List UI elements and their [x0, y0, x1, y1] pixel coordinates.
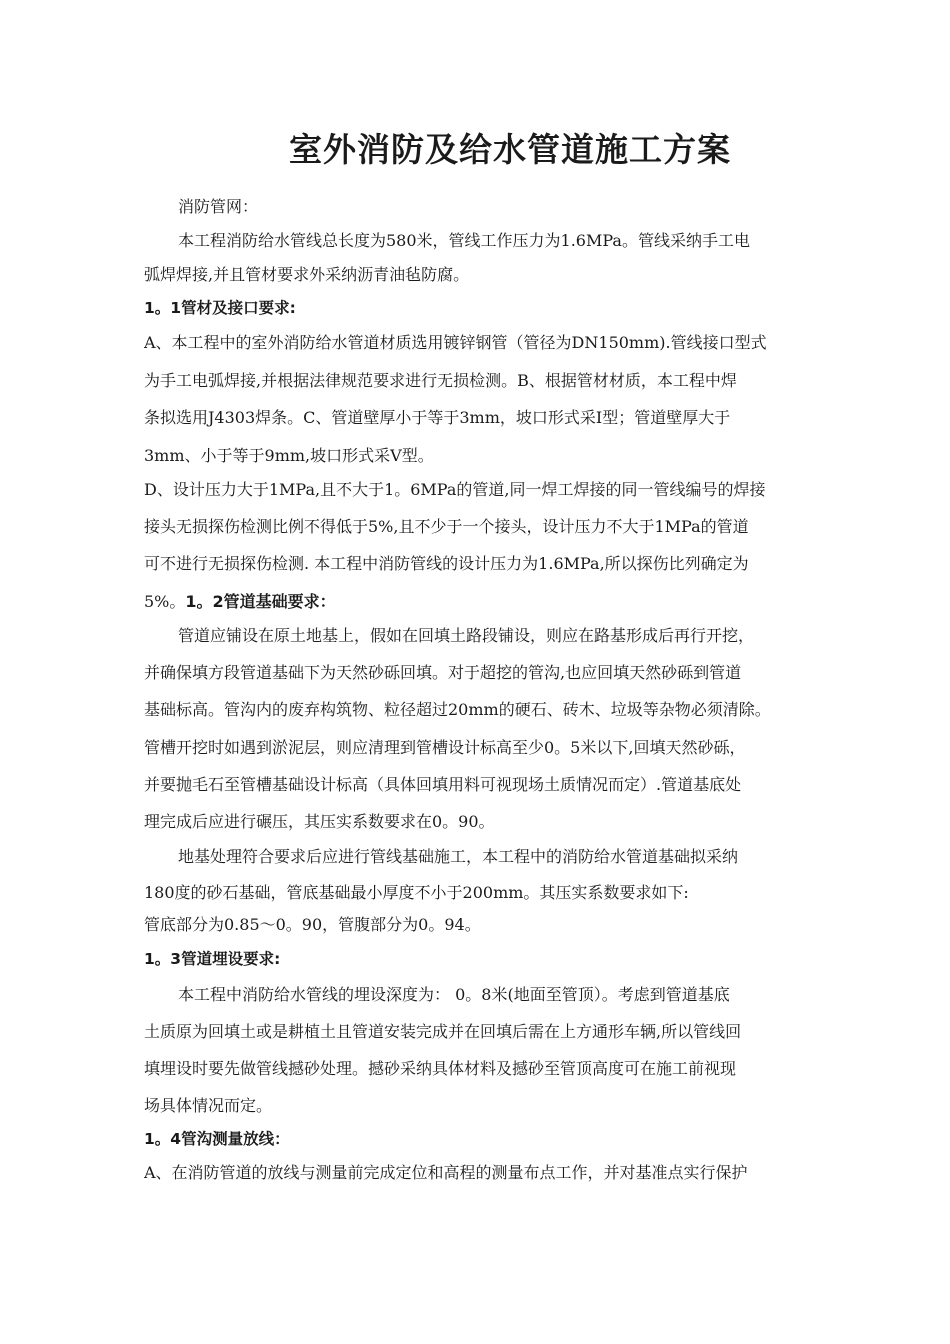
text-line: 为手工电弧焊接,并根据法律规范要求进行无损检测。B、根据管材材质，本工程中焊: [144, 371, 737, 390]
text-line: 基础标高。管沟内的废弃构筑物、粒径超过20mm的硬石、砖木、垃圾等杂物必须清除。: [144, 700, 771, 719]
text-line: 接头无损探伤检测比例不得低于5%,且不少于一个接头，设计压力不大于1MPa的管道: [144, 517, 749, 536]
text-line: 本工程中消防给水管线的埋设深度为： 0。8米(地面至管顶）。考虑到管道基底: [178, 985, 730, 1004]
text-line: 理完成后应进行碾压，其压实系数要求在0。90。: [144, 812, 495, 831]
text-line: 本工程消防给水管线总长度为580米，管线工作压力为1.6MPa。管线采纳手工电: [178, 231, 750, 250]
text-line: 场具体情况而定。: [144, 1096, 273, 1115]
section-heading-1-1: 1。1管材及接口要求:: [144, 299, 296, 317]
text-line: 管底部分为0.85～0。90，管腹部分为0。94。: [144, 915, 481, 934]
text-line: 并要抛毛石至管槽基础设计标高（具体回填用料可视现场土质情况而定）.管道基底处: [144, 775, 742, 794]
text-fragment: 5%。: [144, 592, 186, 611]
text-line: 管道应铺设在原土地基上，假如在回填土路段铺设，则应在路基形成后再行开挖，: [178, 626, 755, 645]
text-line: 并确保填方段管道基础下为天然砂砾回填。对于超挖的管沟,也应回填天然砂砾到管道: [144, 663, 742, 682]
text-line: A、在消防管道的放线与测量前完成定位和高程的测量布点工作，并对基准点实行保护: [144, 1163, 748, 1182]
section-heading-1-3: 1。3管道埋设要求:: [144, 950, 281, 968]
text-line: 地基处理符合要求后应进行管线基础施工，本工程中的消防给水管道基础拟采纳: [178, 847, 739, 866]
text-line: 180度的砂石基础，管底基础最小厚度不小于200mm。其压实系数要求如下:: [144, 883, 689, 902]
text-line: 消防管网：: [178, 197, 259, 216]
text-line: D、设计压力大于1MPa,且不大于1。6MPa的管道,同一焊工焊接的同一管线编号的焊接: [144, 480, 766, 499]
document-title: 室外消防及给水管道施工方案: [289, 130, 731, 169]
text-line: 3mm、小于等于9mm,坡口形式采V型。: [144, 446, 434, 465]
text-line: 管槽开挖时如遇到淤泥层，则应清理到管槽设计标高至少0。5米以下,回填天然砂砾，: [144, 738, 746, 757]
text-line: 弧焊焊接,并且管材要求外采纳沥青油毡防腐。: [144, 265, 470, 284]
text-line: 条拟选用J4303焊条。C、管道壁厚小于等于3mm，坡口形式采I型；管道壁厚大于: [144, 408, 731, 427]
section-heading-1-4: 1。4管沟测量放线：: [144, 1130, 290, 1148]
text-line: 可不进行无损探伤检测. 本工程中消防管线的设计压力为1.6MPa,所以探伤比列确定为: [144, 554, 749, 573]
text-line: 土质原为回填土或是耕植土且管道安装完成并在回填后需在上方通形车辆,所以管线回: [144, 1022, 742, 1041]
section-heading-1-2: 1。2管道基础要求：: [185, 592, 336, 611]
text-line-with-heading: [144, 590, 824, 614]
text-line: A、本工程中的室外消防给水管道材质选用镀锌钢管（管径为DN150mm).管线接口型式: [144, 333, 767, 352]
text-line: 填埋设时要先做管线撼砂处理。撼砂采纳具体材料及撼砂至管顶高度可在施工前视现: [144, 1059, 737, 1078]
